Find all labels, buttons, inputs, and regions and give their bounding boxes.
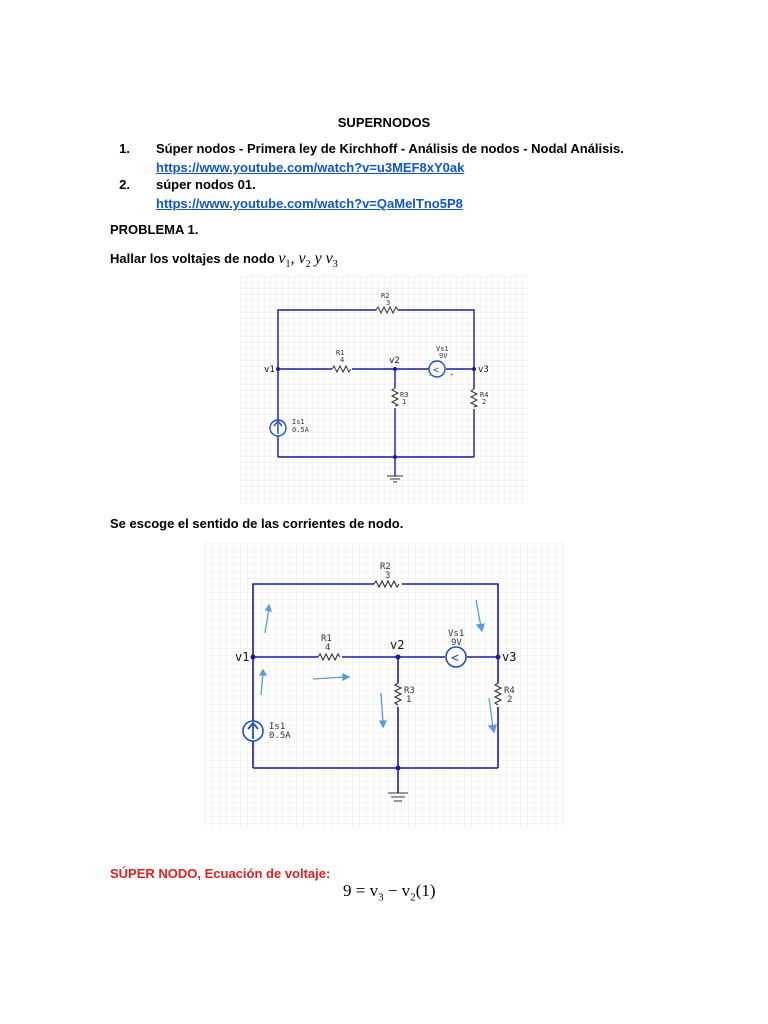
- page-title: SUPERNODOS: [337, 115, 431, 130]
- r1-label: R1: [321, 634, 332, 644]
- r1-value: 4: [325, 643, 331, 653]
- node-v2-label: v2: [389, 356, 400, 366]
- r2-value: 3: [385, 571, 391, 581]
- r1-label: R1: [336, 349, 345, 357]
- is-value: 0.5A: [292, 426, 309, 434]
- circuit-diagram: [240, 276, 528, 504]
- svg-text:+: +: [450, 372, 454, 379]
- voltage-equation: $9 = v_3 - v_2(1)$: [343, 881, 436, 904]
- vs-label: Vs1: [448, 629, 465, 639]
- problem-heading: PROBLEMA 1.: [110, 222, 199, 237]
- circuit-diagram-currents: [205, 543, 563, 828]
- svg-text:-: -: [428, 372, 432, 379]
- is-label: Is1: [292, 418, 305, 426]
- r1-value: 4: [340, 356, 345, 364]
- svg-text:<: <: [433, 365, 440, 376]
- supernode-heading: SÚPER NODO, Ecuación de voltaje:: [110, 866, 331, 881]
- problem-text: Hallar los voltajes de nodo: [110, 251, 275, 266]
- r3-value: 1: [402, 398, 407, 406]
- r3-label: R3: [404, 686, 415, 696]
- list-item: [119, 177, 256, 192]
- list-number: 1.: [119, 141, 130, 156]
- section-text: Se escoge el sentido de las corrientes de nodo.: [110, 516, 404, 531]
- vs-value: 9V: [439, 352, 448, 360]
- r4-value: 2: [507, 695, 513, 705]
- node-variables: $v_1$, $v_2$ y $v_3$: [278, 250, 338, 271]
- r4-value: 2: [482, 398, 487, 406]
- node-v3-label: v3: [502, 650, 517, 664]
- is-label: Is1: [269, 722, 286, 732]
- list-item-text: súper nodos 01.: [156, 177, 256, 192]
- problem-statement: [110, 250, 338, 270]
- youtube-link[interactable]: https://www.youtube.com/watch?v=QaMelTno5P8: [156, 196, 463, 211]
- r2-label: R2: [380, 562, 391, 572]
- list-number: 2.: [119, 177, 130, 192]
- node-v3-label: v3: [478, 365, 489, 375]
- is-value: 0.5A: [269, 731, 291, 741]
- node-v2-label: v2: [390, 638, 405, 652]
- svg-text:<: <: [451, 651, 459, 666]
- r4-label: R4: [480, 391, 489, 399]
- r3-value: 1: [406, 695, 412, 705]
- list-item: [119, 141, 624, 156]
- node-v1-label: v1: [264, 365, 275, 375]
- r4-label: R4: [504, 686, 515, 696]
- node-v1-label: v1: [235, 650, 250, 664]
- vs-value: 9V: [451, 638, 462, 648]
- r2-label: R2: [381, 292, 390, 300]
- r2-value: 3: [386, 299, 391, 307]
- youtube-link[interactable]: https://www.youtube.com/watch?v=u3MEF8xY0ak: [156, 160, 465, 175]
- vs-label: Vs1: [436, 345, 449, 353]
- list-item-text: Súper nodos - Primera ley de Kirchhoff - Análisis de nodos - Nodal Análisis.: [156, 141, 624, 156]
- r3-label: R3: [400, 391, 409, 399]
